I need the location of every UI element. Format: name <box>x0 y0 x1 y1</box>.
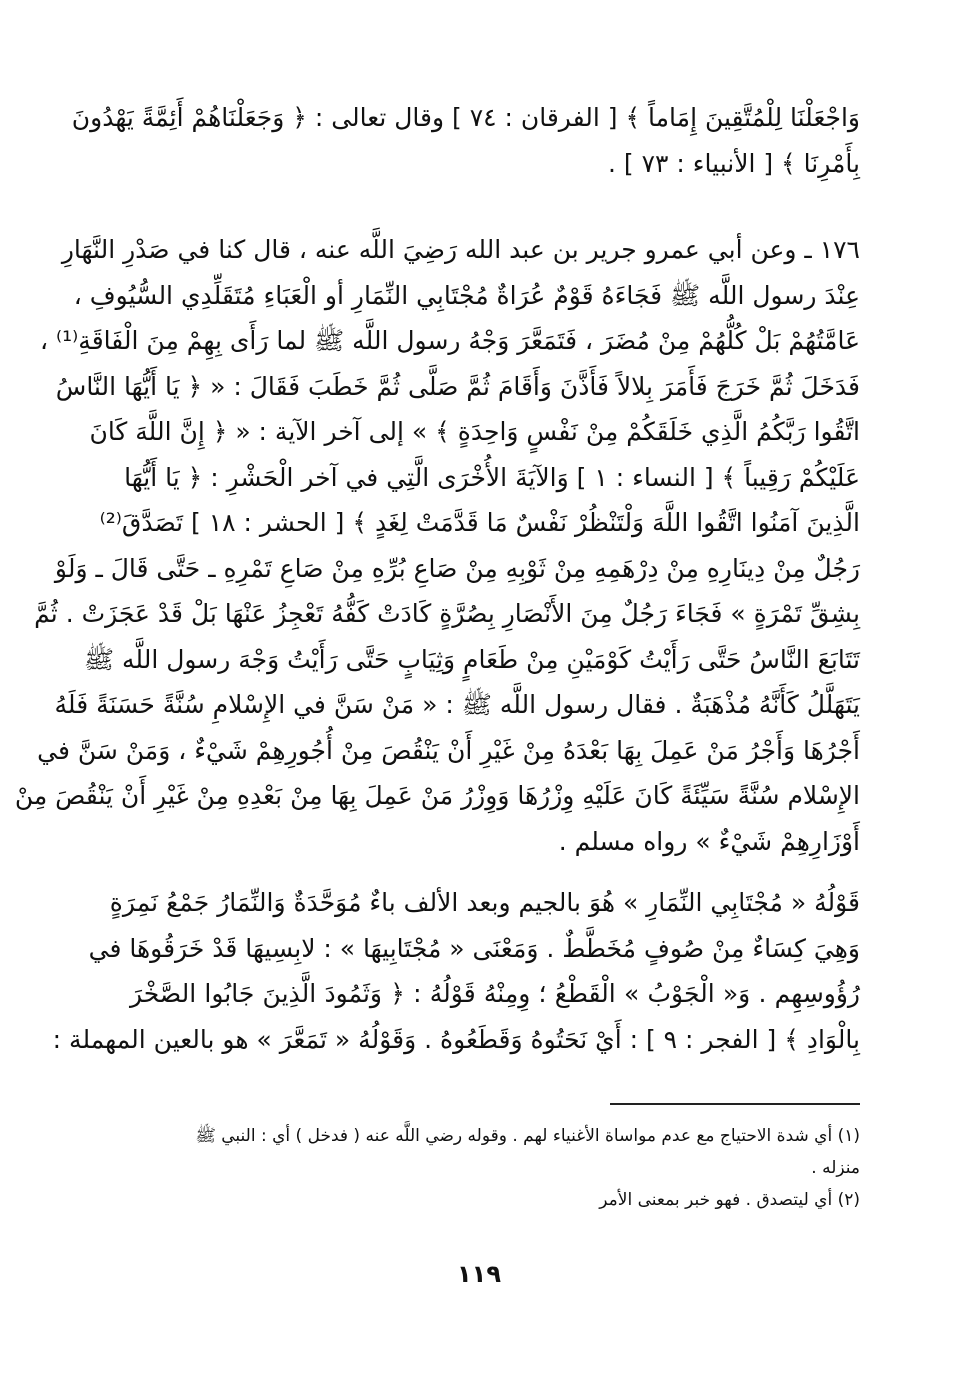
text-line: رُؤُوسِهِم . وَ« الْجَوْبُ » الْقَطْعُ ؛ وِمِنْهُ قَوْلُهُ : ﴿ وَثَمُودَ الَّذِينَ جَابُوا الصَّخْرَ <box>130 979 860 1008</box>
text-line: رَجُلٌ مِنْ دِينَارِهِ مِنْ دِرْهَمِهِ مِنْ ثَوْبِهِ مِنْ صَاعِ بُرِّهِ مِنْ صَاعِ تَمْرِهِ ـ حَتَّى قَالَ ـ وَلَوْ <box>54 553 860 583</box>
footnote-divider <box>610 1103 860 1105</box>
text-line: وَهِيَ كِسَاءٌ مِنْ صُوفٍ مُخَطَّطٌ . وَمَعْنَى « مُجْتَابِيهَا » : لابِسِيهَا قَدْ خَرَقُوهَا في <box>88 933 860 963</box>
text-line: تَتَابَعَ النَّاسُ حَتَّى رَأَيْتُ كَوْمَيْنِ مِنْ طَعَامٍ وَثِيَابٍ حَتَّى رَأَيْتُ وَجْهَ رسول اللَّه ﷺ <box>83 644 860 674</box>
text-line: أَجْرُهَا وَأَجْرُ مَنْ عَمِلَ بِهَا بَعْدَهُ مِنْ غَيْرِ أَنْ يَنْقُصَ مِنْ أُجُورِهِمْ شَيْءٌ ، وَمَنْ سَنَّ في <box>37 735 860 765</box>
text-line: الَّذِينَ آمَنُوا اتَّقُوا اللَّهَ وَلْتَنْظُرْ نَفْسٌ مَا قَدَّمَتْ لِغَدٍ ﴾ [ الحشر : ١٨ ] تَصَدَّقَ⁽²⁾ <box>99 508 860 537</box>
text-line: بِأَمْرِنَا ﴾ [ الأنبياء : ٧٣ ] . <box>608 148 860 178</box>
text-line: اتَّقُوا رَبَّكُمُ الَّذِي خَلَقَكُمْ مِنْ نَفْسٍ وَاحِدَةٍ ﴾ » إلى آخر الآية : « ﴿ إِنَّ اللَّهَ كَانَ <box>89 417 860 446</box>
text-line: الإِسْلام سُنَّةً سَيِّئَةً كَانَ عَلَيْهِ وِزْرُهَا وَوِزْرُ مَنْ عَمِلَ بِهَا مِنْ بَعْدِهِ مِنْ غَيْرِ أَنْ يَنْقُصَ مِنْ <box>14 781 860 810</box>
text-line: أَوْزَارِهِمْ شَيْءٌ » رواه مسلم . <box>558 826 860 856</box>
footnote-2: (٢) أي ليتصدق . فهو خبر بمعنى الأمر <box>599 1190 860 1210</box>
text-line: وَاجْعَلْنَا لِلْمُتَّقِينَ إِمَاماً ﴾ [ الفرقان : ٧٤ ] وقال تعالى : ﴿ وَجَعَلْنَاهُمْ أَئِمَّةً يَهْدُونَ <box>71 103 860 132</box>
text-line: عَامَّتُهُمْ بَلْ كُلُّهُمْ مِنْ مُضَرَ ، فَتَمَعَّرَ وَجْهُ رسول اللَّه ﷺ لما رَأَى بِهِمْ مِنَ الْفَاقَةِ⁽¹⁾ ، <box>39 326 860 355</box>
text-line: عَلَيْكُمْ رَقِيباً ﴾ [ النساء : ١ ] وَالآيَةَ الأُخْرَى الَّتِي في آخر الْحَشْرِ : ﴿ يَا أَيُّهَا <box>124 462 860 492</box>
page-number: ١١٩ <box>457 1260 501 1288</box>
text-line: عِنْدَ رسول اللَّه ﷺ فَجَاءَهُ قَوْمٌ عُرَاةٌ مُجْتَابِي النِّمَارِ أو الْعَبَاءِ مُتَقَلِّدِي السُّيُوفِ ، <box>73 280 860 310</box>
hadith-paragraph <box>14 227 860 864</box>
footnotes <box>140 1120 860 1216</box>
text-line: يَتَهَلَّلُ كَأَنَّهُ مُذْهَبَةٌ . فقال رسول اللَّه ﷺ : « مَنْ سَنَّ في الإِسْلامِ سُنَّةً حَسَنَةً فَلَهُ <box>54 690 860 719</box>
text-line: قَوْلُهُ « مُجْتَابِي النِّمَارِ » هُوَ بالجيم وبعد الألف باءٌ مُوَحَّدَةٌ وَالنِّمَارُ جَمْعُ نَمِرَةٍ <box>109 888 860 917</box>
text-line: فَدَخَلَ ثُمَّ خَرَجَ فَأَمَرَ بِلالاً فَأَذَّنَ وَأَقَامَ ثُمَّ صَلَّى ثُمَّ خَطَبَ فَقَالَ : « ﴿ يَا أَيُّهَا النَّاسُ <box>55 371 860 401</box>
text-line: بِشِقِّ تَمْرَةٍ » فَجَاءَ رَجُلٌ مِنَ الأَنْصَارِ بِصُرَّةٍ كَادَتْ كَفُّهُ تَعْجِزُ عَنْهَا بَلْ قَدْ عَجَزَتْ . ثُمَّ <box>34 599 860 628</box>
text-line: بِالْوَادِ ﴾ [ الفجر : ٩ ] : أَيْ نَحَتُوهُ وَقَطَعُوهُ . وَقَوْلُهُ « تَمَعَّرَ » هو بالعين المهملة : <box>52 1024 860 1054</box>
intro-verse-paragraph <box>71 95 860 186</box>
footnote-1: (١) أي شدة الاحتياج مع عدم مواساة الأغنياء لهم . وقوله رضي اللَّه عنه ( فدخل ) أي : النبي ﷺ <box>195 1126 860 1146</box>
footnote-1-continuation: منزله . <box>811 1158 860 1178</box>
commentary-paragraph <box>52 880 860 1062</box>
text-line: ١٧٦ ـ وعن أبي عمرو جرير بن عبد الله رَضِيَ اللَّه عنه ، قال كنا في صَدْرِ النَّهَارِ <box>61 235 860 264</box>
